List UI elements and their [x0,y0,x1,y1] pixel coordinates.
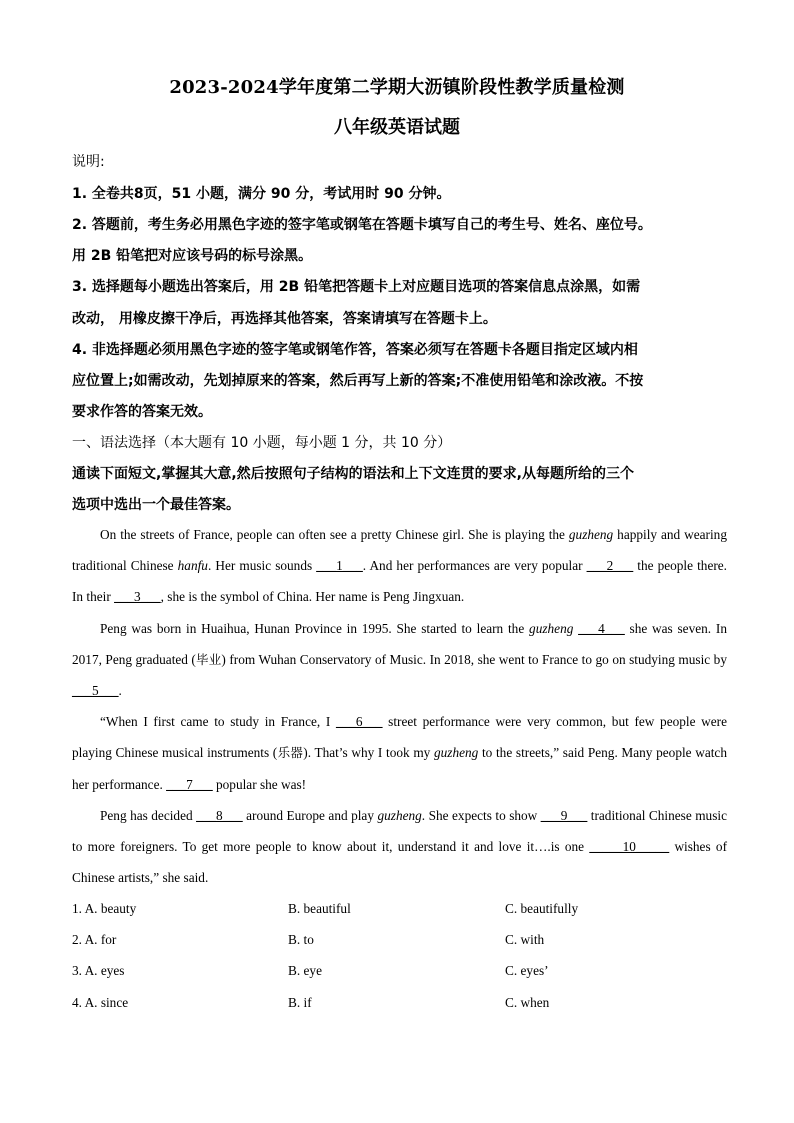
question-1-option-b: B. beautiful [288,901,351,916]
instruction-1: 1. 全卷共8页，51 小题，满分 90 分，考试用时 90 分钟。 [72,186,451,202]
question-4-options [72,995,732,1015]
question-1-option-a: 1. A. beauty [72,901,137,916]
question-4-option-b: B. if [288,995,312,1010]
question-3-option-a: 3. A. eyes [72,963,125,978]
section-heading: 一、语法选择（本大题有 10 小题，每小题 1 分，共 10 分） [72,435,452,451]
blank-9: ___9___ [540,807,588,823]
section-directions-line2: 选项中选出一个最佳答案。 [72,497,240,513]
passage-paragraph-1: On the streets of France, people can often see a pretty Chinese girl. She is playing the guzheng happily and wearing traditional Chinese hanfu. Her music sounds ___1___. And her performances are very popular ___2___ the people there. In their ___3___, she is the symbol of China. Her name is Peng Jingxuan. [72,527,728,605]
question-2-option-c: C. with [505,932,545,947]
passage-paragraph-4: Peng has decided ___8___ around Europe and play guzheng. She expects to show ___9___ traditional Chinese music to more foreigners. To get more people to know about it, understand it and love it….is one _____10_____ wishes of Chinese artists,” she said. [72,807,727,886]
instructions-heading: 说明: [72,154,105,170]
question-2-option-b: B. to [288,932,314,947]
question-4-option-a: 4. A. since [72,995,129,1010]
passage-paragraph-3: “When I first came to study in France, I ___6___ street performance were very common, but few people were playing Chinese musical instruments (乐器). That’s why I took my guzheng to the streets,” said Peng. Many people watch her performance. ___7___ popular she was! [72,714,727,792]
guzheng-term: guzheng [568,527,614,542]
instruction-4-line2: 应位置上;如需改动，先划掉原来的答案，然后再写上新的答案;不准使用铅笔和涂改液。不按 [72,373,644,389]
question-2-option-a: 2. A. for [72,932,117,947]
question-3-option-b: B. eye [288,963,322,978]
question-3-options [72,963,732,983]
exam-subtitle: 八年级英语试题 [334,117,460,138]
blank-5: ___5___ [72,683,119,699]
guzheng-term: guzheng [433,745,479,761]
instruction-4-line1: 4. 非选择题必须用黑色字迹的签字笔或钢笔作答，答案必须写在答题卡各题目指定区域内相 [72,342,638,358]
guzheng-term: guzheng [377,807,422,823]
instruction-2-line2: 用 2B 铅笔把对应该号码的标号涂黑。 [72,248,313,264]
instruction-3-line2: 改动， 用橡皮擦干净后，再选择其他答案，答案请填写在答题卡上。 [72,311,497,327]
blank-4: ___4___ [578,620,625,636]
blank-6: ___6___ [335,714,383,730]
blank-1: ___1___ [316,558,363,574]
instruction-3-line1: 3. 选择题每小题选出答案后，用 2B 铅笔把答题卡上对应题目选项的答案信息点涂黑，如需 [72,279,641,295]
exam-title: 2023-2024学年度第二学期大沥镇阶段性教学质量检测 [169,77,625,98]
blank-8: ___8___ [196,807,243,823]
question-4-option-c: C. when [505,995,550,1010]
blank-10: _____10_____ [589,839,670,855]
reading-passage [72,519,727,893]
blank-7: ___7___ [166,776,213,792]
instruction-2-line1: 2. 答题前，考生务必用黑色字迹的签字笔或钢笔在答题卡填写自己的考生号、姓名、座位号。 [72,217,652,233]
blank-3: ___3___ [114,589,161,605]
passage-paragraph-2: Peng was born in Huaihua, Hunan Province in 1995. She started to learn the guzheng ___4___ she was seven. In 2017, Peng graduated (毕业) from Wuhan Conservatory of Music. In 2018, she went to France to go on studying music by ___5___. [72,620,727,699]
question-1-options [72,901,732,921]
question-2-options [72,932,732,952]
question-1-option-c: C. beautifully [505,901,579,916]
hanfu-term: hanfu [177,558,208,574]
blank-2: ___2___ [586,558,634,574]
guzheng-term: guzheng [529,620,574,636]
instruction-4-line3: 要求作答的答案无效。 [72,404,212,420]
question-3-option-c: C. eyes’ [505,963,549,978]
section-directions-line1: 通读下面短文,掌握其大意,然后按照句子结构的语法和上下文连贯的要求,从每题所给的三个 [72,466,634,482]
